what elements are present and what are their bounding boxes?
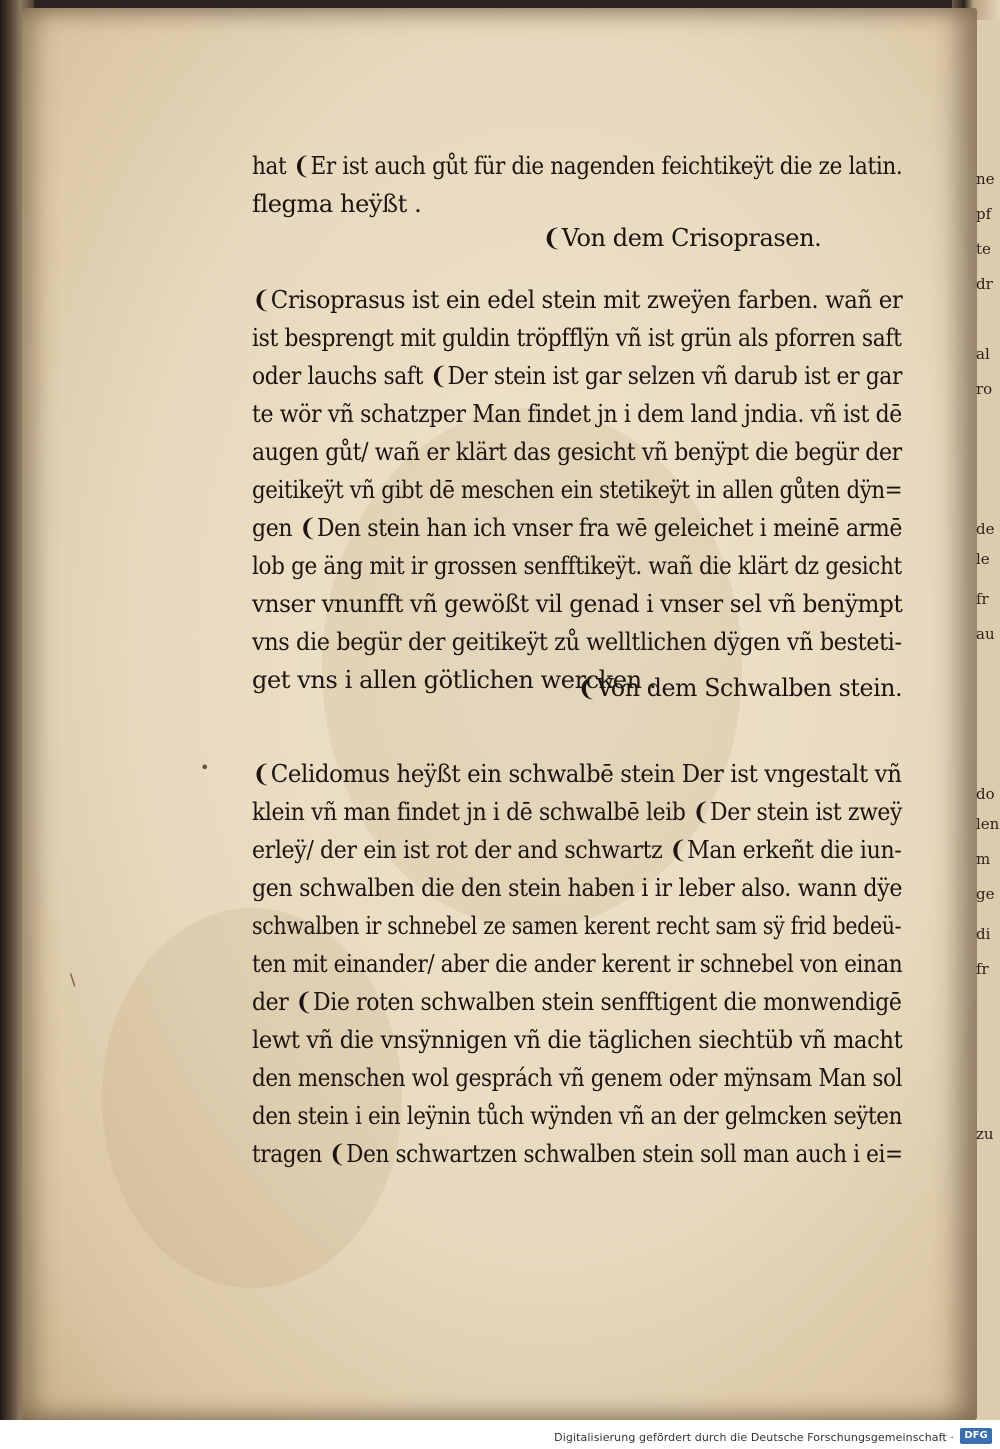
text-line: den stein i ein leÿnin tůch wÿnden vñ an der gelmcken seÿten	[252, 1102, 903, 1130]
text-line: tragen ❨Den schwartzen schwalben stein soll man auch i ei=	[252, 1140, 903, 1168]
facing-page-fragment: m	[976, 850, 991, 868]
text-line: flegma heÿßt .	[252, 190, 422, 218]
section-heading-crisoprasen: ❨Von dem Crisoprasen.	[542, 224, 822, 252]
facing-page-fragment: ro	[976, 380, 993, 398]
facing-page-fragment: fr	[976, 960, 989, 978]
facing-page-fragment: pf	[976, 205, 992, 223]
text-line: gen schwalben die den stein haben i ir leber also. wann dÿe	[252, 874, 903, 902]
funding-credit: Digitalisierung gefördert durch die Deutsche Forschungsgemeinschaft ·	[554, 1431, 954, 1444]
text-line: schwalben ir schnebel ze samen kerent recht sam sÿ frid bedeü-	[252, 912, 902, 940]
text-line: vnser vnunfft vñ gewößt vil genad i vnser sel vñ benÿmpt	[252, 590, 903, 618]
text-line: te wör vñ schatzper Man findet jn i dem land jndia. vñ ist dē	[252, 400, 902, 428]
text-line: lewt vñ die vnsÿnnigen vñ die täglichen siechtüb vñ macht	[252, 1026, 903, 1054]
text-line: oder lauchs saft ❨Der stein ist gar selzen vñ darub ist er gar	[252, 362, 903, 390]
dfg-logo: DFG	[960, 1428, 992, 1444]
facing-page-fragment: di	[976, 925, 991, 943]
facing-page-fragment: zu	[976, 1125, 994, 1143]
text-line: ten mit einander/ aber die ander kerent ir schnebel von einan	[252, 950, 903, 978]
text-line: lob ge äng mit ir grossen senfftikeÿt. wañ die klärt dz gesicht	[252, 552, 902, 580]
facing-page-fragment: do	[976, 785, 995, 803]
text-line: der ❨Die roten schwalben stein senfftigent die monwendigē	[252, 988, 902, 1016]
pencil-mark: \	[70, 970, 76, 989]
facing-page-fragment: dr	[976, 275, 993, 293]
facing-page-fragment: len	[976, 815, 1000, 833]
text-line: geitikeÿt vñ gibt dē meschen ein stetikeÿt in allen gůten dÿn=	[252, 476, 903, 504]
text-line: augen gůt/ wañ er klärt das gesicht vñ benÿpt die begür der	[252, 438, 902, 466]
facing-page-fragment: al	[976, 345, 990, 363]
text-line: klein vñ man findet jn i dē schwalbē leib ❨Der stein ist zweÿ	[252, 798, 903, 826]
facing-page-fragment: ne	[976, 170, 995, 188]
text-line: ❨Celidomus heÿßt ein schwalbē stein Der ist vngestalt vñ	[252, 760, 902, 788]
text-line: gen ❨Den stein han ich vnser fra wē geleichet i meinē armē	[252, 514, 903, 542]
text-line: hat ❨Er ist auch gůt für die nagenden feichtikeÿt die ze latin.	[252, 152, 903, 180]
text-line: vns die begür der geitikeÿt zů welltlichen dÿgen vñ besteti-	[252, 628, 902, 656]
text-line: ist besprengt mit guldin tröpfflÿn vñ ist grün als pforren saft	[252, 324, 902, 352]
text-line: erleÿ/ der ein ist rot der and schwartz ❨Man erkeñt die iun-	[252, 836, 902, 864]
ink-spot: •	[200, 758, 210, 777]
facing-page-fragment: le	[976, 550, 990, 568]
facing-page-fragment: ge	[976, 885, 995, 903]
facing-page-fragment: de	[976, 520, 995, 538]
text-line: ❨Crisoprasus ist ein edel stein mit zweÿen farben. wañ er	[252, 286, 903, 314]
facing-page-fragment: fr	[976, 590, 989, 608]
page-paper	[22, 8, 977, 1420]
text-line: den menschen wol gesprách vñ genem oder mÿnsam Man sol	[252, 1064, 903, 1092]
text-line: get vns i allen götlichen wercken .	[252, 666, 657, 694]
section-heading-schwalben-stein: ❨Von dem Schwalben stein.	[577, 674, 903, 702]
facing-page-fragment: te	[976, 240, 991, 258]
facing-page-fragment: au	[976, 625, 995, 643]
